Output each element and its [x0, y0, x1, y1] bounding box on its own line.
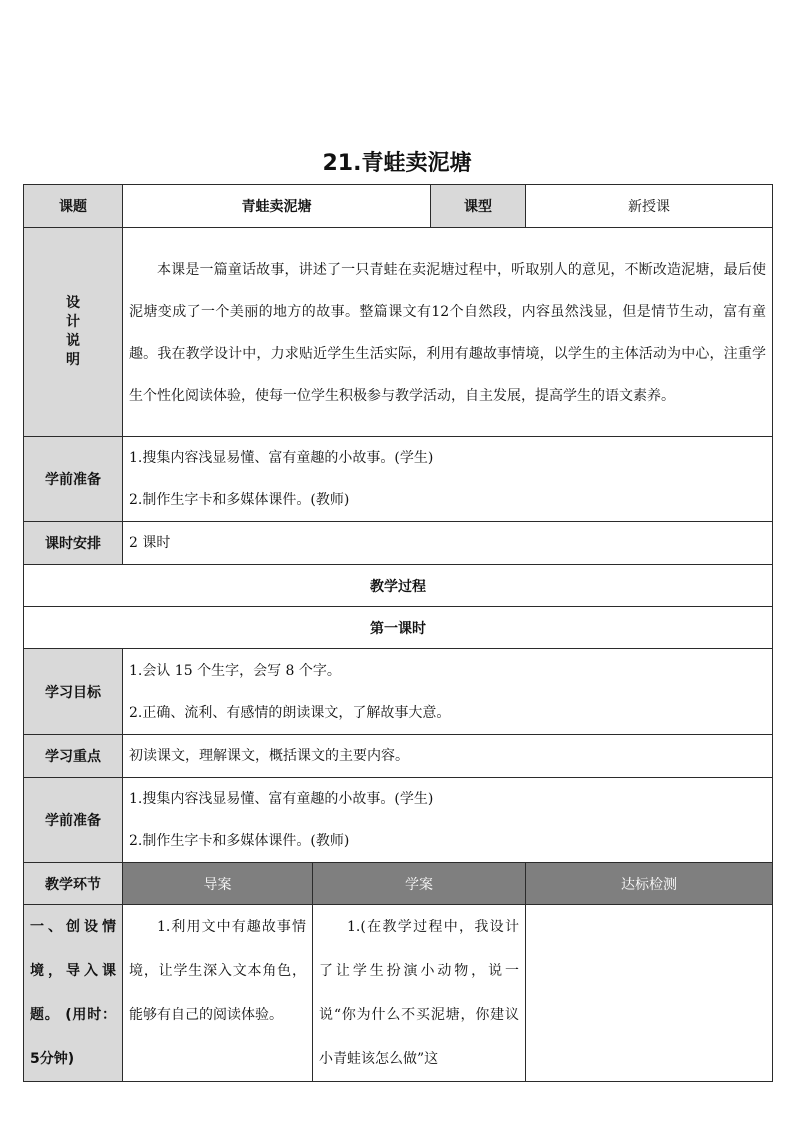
- col-check-header: 达标检测: [526, 863, 773, 905]
- lesson-plan-table: [23, 184, 773, 1082]
- design-label: 设计说明: [66, 295, 80, 368]
- schedule-value: 2 课时: [123, 522, 773, 565]
- design-row: [24, 228, 773, 437]
- process-row: [24, 565, 773, 607]
- schedule-label: 课时安排: [24, 522, 123, 565]
- prep-label: 学前准备: [24, 437, 123, 522]
- topic-row: [24, 185, 773, 228]
- type-label: 课型: [431, 185, 526, 228]
- prep2-label: 学前准备: [24, 778, 123, 863]
- goals-label: 学习目标: [24, 649, 123, 735]
- col-stage-header: 教学环节: [24, 863, 123, 905]
- prep-row: [24, 437, 773, 522]
- goal-item: 2.正确、流利、有感情的朗读课文，了解故事大意。: [129, 704, 451, 721]
- prep-item: 2.制作生字卡和多媒体课件。(教师): [129, 492, 350, 508]
- topic-value: 青蛙卖泥塘: [123, 185, 431, 228]
- col-guide-header: 导案: [123, 863, 313, 905]
- lesson-row: [24, 607, 773, 649]
- col-study-header: 学案: [313, 863, 526, 905]
- stage-row: [24, 905, 773, 1082]
- prep-item: 1.搜集内容浅显易懂、富有童趣的小故事。(学生): [129, 450, 434, 466]
- process-title: 教学过程: [24, 565, 773, 607]
- study-cell: 1.(在教学过程中，我设计了让学生扮演小动物，说一说“你为什么不买泥塘，你建议小青蛙该怎么做”这: [313, 905, 526, 1082]
- prep2-item: 1.搜集内容浅显易懂、富有童趣的小故事。(学生): [129, 791, 434, 807]
- goals-row: [24, 649, 773, 735]
- page-title: 21.青蛙卖泥塘: [322, 151, 472, 176]
- guide-cell: 1.利用文中有趣故事情境，让学生深入文本角色，能够有自己的阅读体验。: [123, 905, 313, 1082]
- type-value: 新授课: [526, 185, 773, 228]
- focus-label: 学习重点: [24, 735, 123, 778]
- prep2-row: [24, 778, 773, 863]
- prep2-item: 2.制作生字卡和多媒体课件。(教师): [129, 833, 350, 849]
- column-header-row: [24, 863, 773, 905]
- check-cell: [526, 905, 773, 1082]
- focus-value: 初读课文，理解课文，概括课文的主要内容。: [123, 735, 773, 778]
- topic-label: 课题: [24, 185, 123, 228]
- design-text: 本课是一篇童话故事，讲述了一只青蛙在卖泥塘过程中，听取别人的意见，不断改造泥塘，最后使泥塘变成了一个美丽的地方的故事。整篇课文有12个自然段，内容虽然浅显，但是情节生动，富有童趣。我在教学设计中，力求贴近学生生活实际，利用有趣故事情境，以学生的主体活动为中心，注重学生个性化阅读体验，使每一位学生积极参与教学活动，自主发展，提高学生的语文素养。: [123, 228, 773, 437]
- goal-item: 1.会认 15 个生字，会写 8 个字。: [129, 662, 341, 679]
- schedule-row: [24, 522, 773, 565]
- focus-row: [24, 735, 773, 778]
- lesson-title: 第一课时: [24, 607, 773, 649]
- stage-cell: 一、创设情境，导入课题。 (用时：5分钟): [24, 905, 123, 1082]
